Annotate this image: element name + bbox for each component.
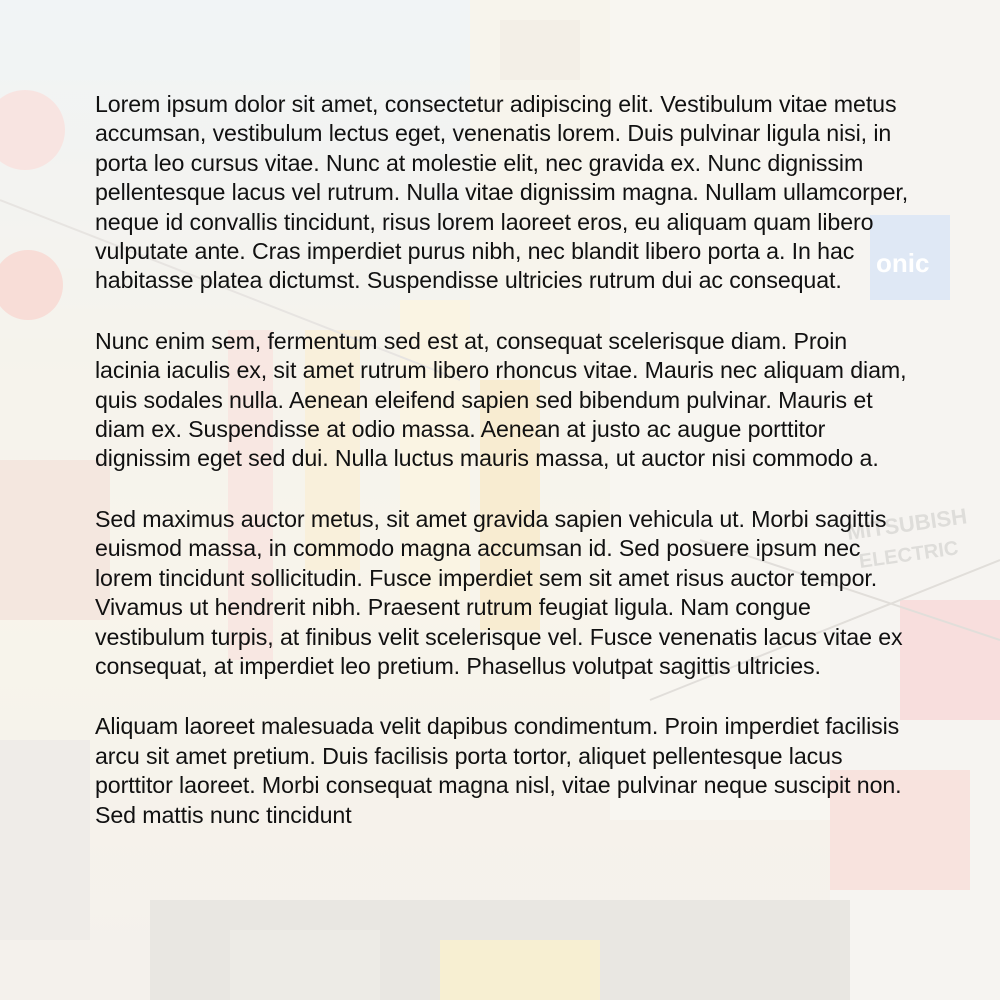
paragraph-1: Lorem ipsum dolor sit amet, consectetur adipiscing elit. Vestibulum vitae metus accumsan, vestibulum lectus eget, venenatis lorem. Duis pulvinar ligula nisi, in porta leo cursus vitae. Nunc at molestie elit, nec gravida ex. Nunc dignissim pellentesque lacus vel rutrum. Nulla vitae dignissim magna. Nullam ullamcorper, neque id convallis tincidunt, risus lorem laoreet eros, eu aliquam quam libero vulputate ante. Cras imperdiet purus nibh, nec blandit libero porta a. In hac habitasse platea dictumst. Suspendisse ultricies rutrum dui ac consequat. — [95, 91, 909, 294]
text-body — [95, 90, 915, 861]
paragraph-4: Aliquam laoreet malesuada velit dapibus condimentum. Proin imperdiet facilisis arcu sit amet pretium. Duis facilisis porta tortor, aliquet pellentesque lacus porttitor laoreet. Morbi consequat magna nisl, vitae pulvinar neque suscipit non. Sed mattis nunc tincidunt — [95, 713, 902, 828]
paragraph-2: Nunc enim sem, fermentum sed est at, consequat scelerisque diam. Proin lacinia iaculis ex, sit amet rutrum libero rhoncus vitae. Mauris nec aliquam diam, quis sodales nulla. Aenean eleifend sapien sed bibendum pulvinar. Mauris et diam ex. Suspendisse at odio massa. Aenean at justo ac augue porttitor dignissim eget sed dui. Nulla luctus mauris massa, ut auctor nisi commodo a. — [95, 327, 907, 472]
paragraph-3: Sed maximus auctor metus, sit amet gravida sapien vehicula ut. Morbi sagittis euismod massa, in commodo magna accumsan id. Sed posuere ipsum nec lorem tincidunt sollicitudin. Fusce imperdiet sem sit amet risus auctor tempor. Vivamus ut hendrerit nibh. Praesent rutrum feugiat ligula. Nam congue vestibulum turpis, at finibus velit scelerisque vel. Fusce venenatis lacus vitae ex consequat, at imperdiet leo pretium. Phasellus volutpat sagittis ultricies. — [95, 505, 903, 679]
